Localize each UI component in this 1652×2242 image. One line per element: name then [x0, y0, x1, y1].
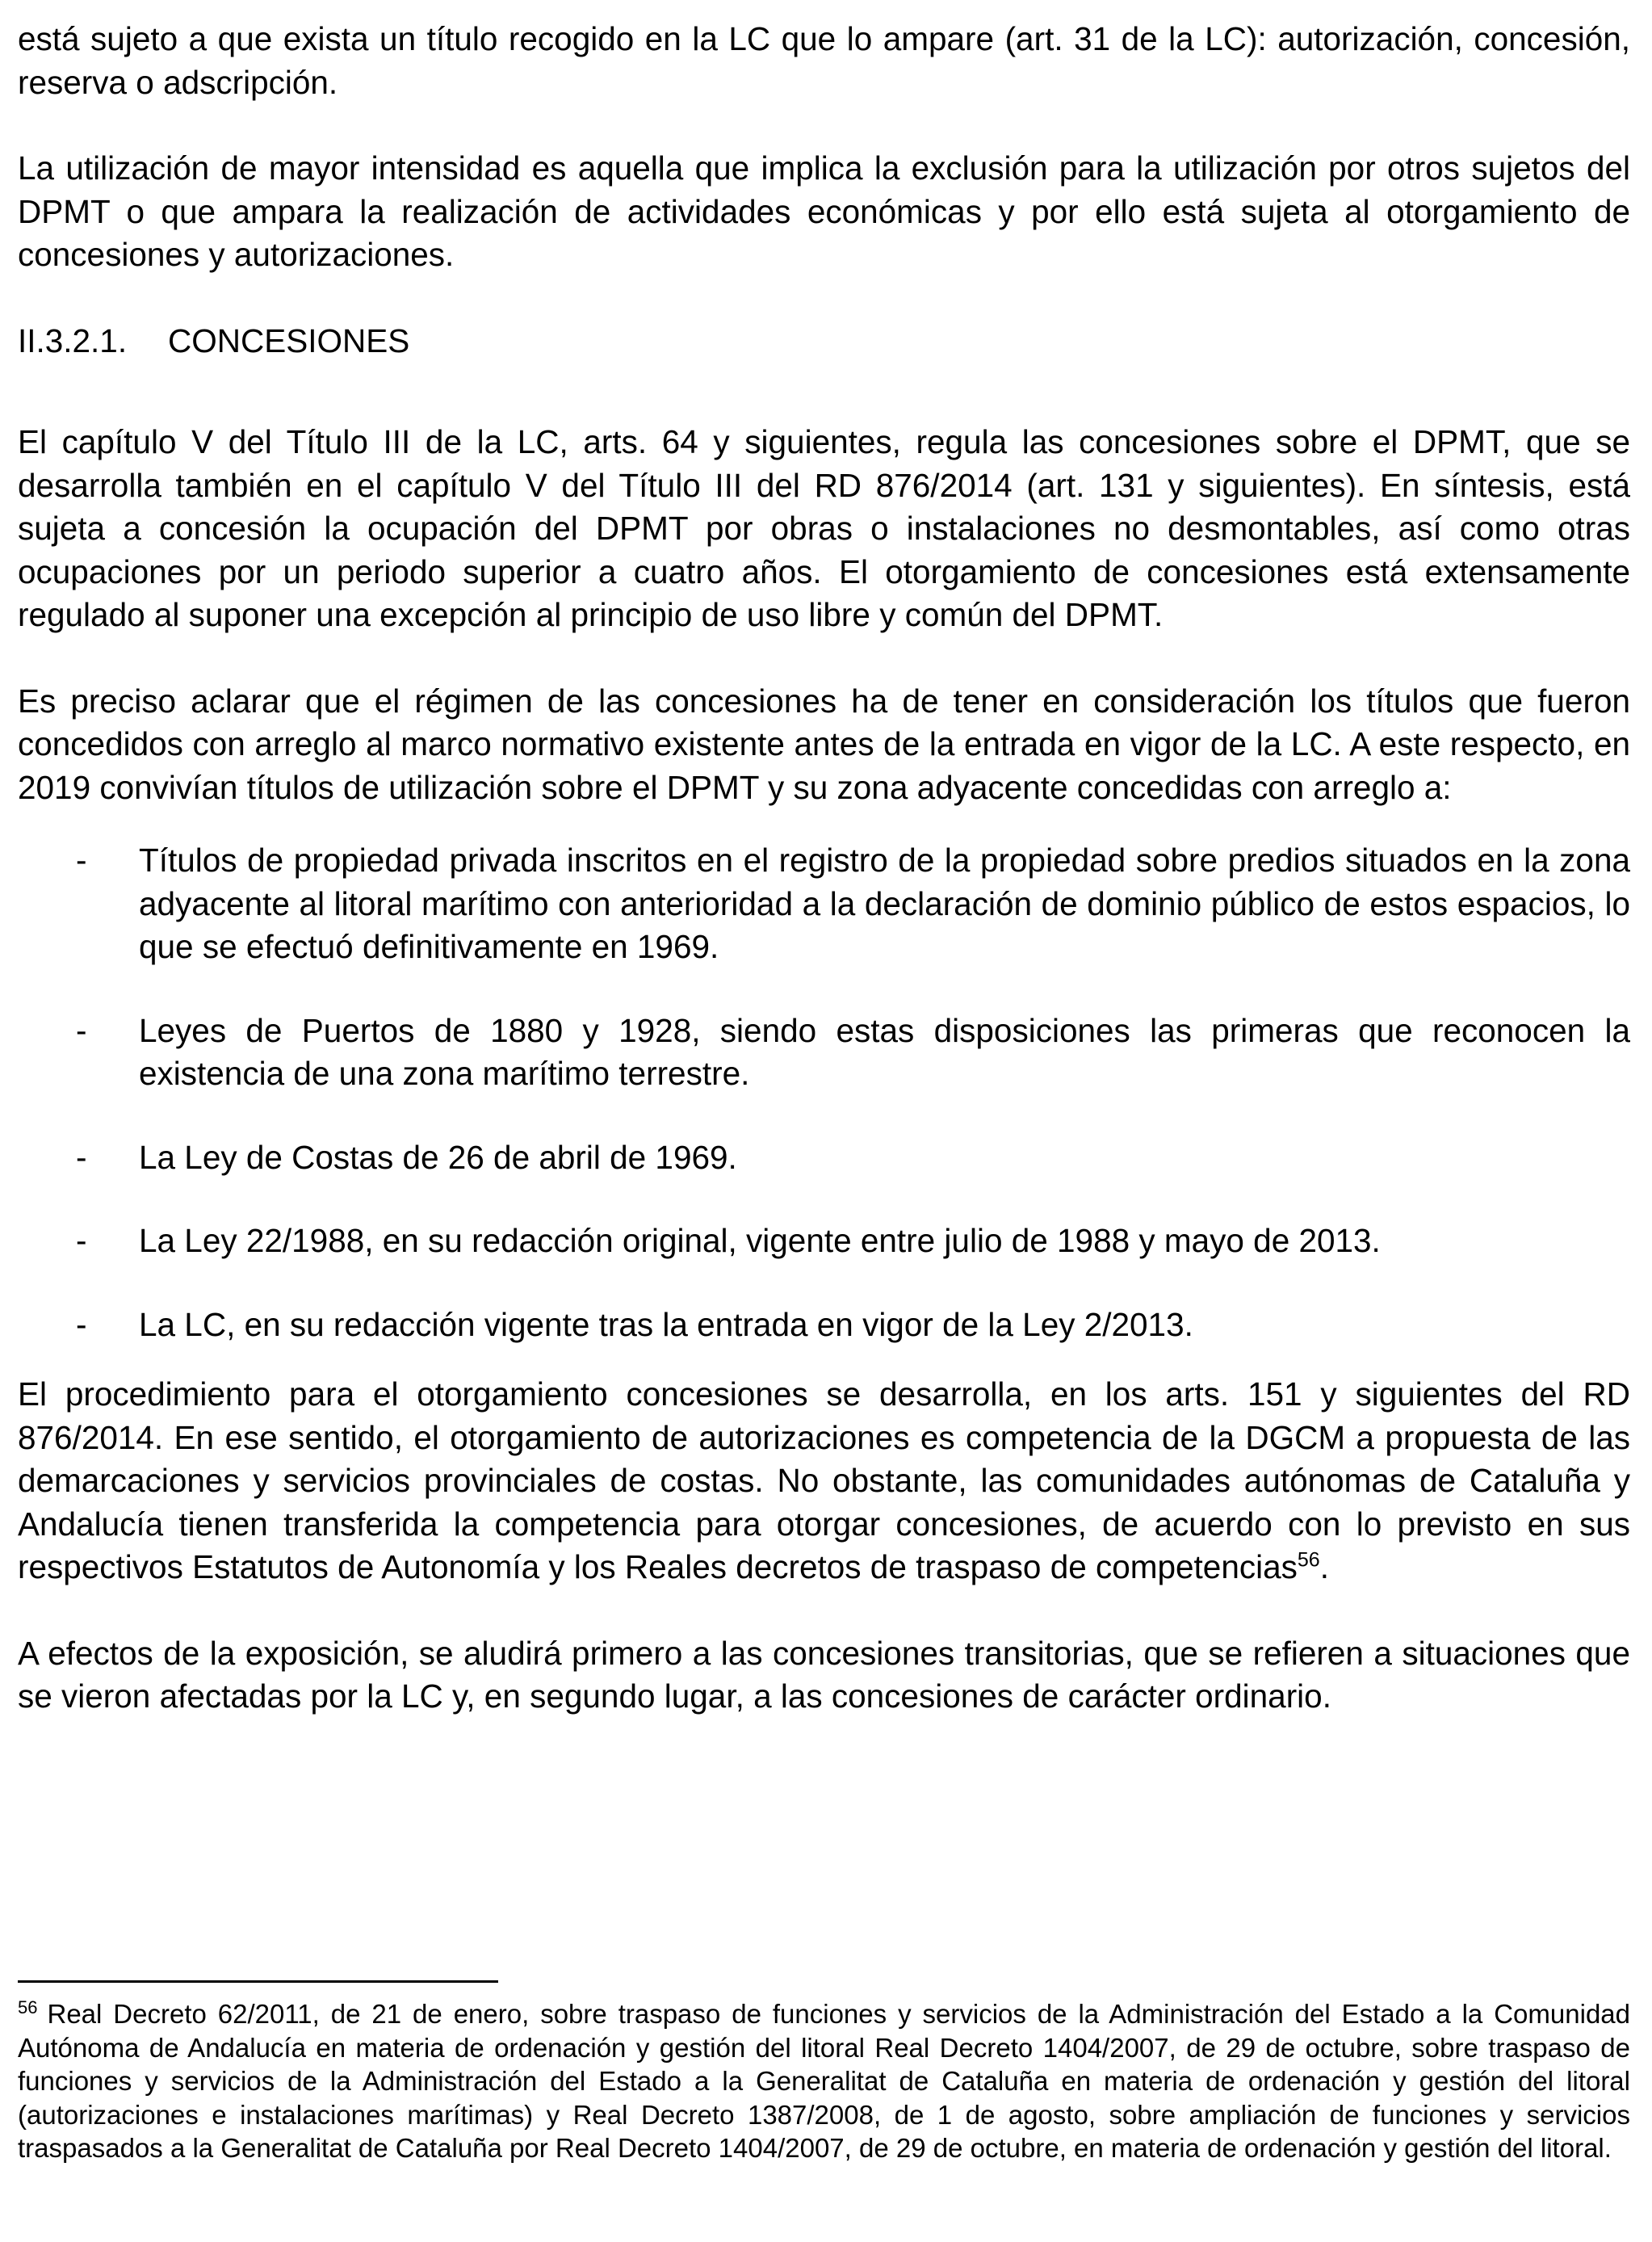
footnote: [18, 1997, 1630, 2165]
titles-list: [18, 839, 1630, 1346]
paragraph-procedure-end: .: [1319, 1548, 1329, 1585]
list-item-text: Títulos de propiedad privada inscritos en el registro de la propiedad sobre predios situados en la zona adyacente al litoral marítimo con anterioridad a la declaración de dominio público de estos espacios, lo que se efectuó definitivamente en 1969.: [139, 842, 1630, 965]
document-page: [18, 18, 1630, 1761]
list-item-text: La Ley de Costas de 26 de abril de 1969.: [139, 1138, 737, 1176]
list-item: [18, 1136, 1630, 1180]
list-item: [18, 1220, 1630, 1263]
paragraph-exposition-order: A efectos de la exposición, se aludirá primero a las concesiones transitorias, que se refieren a situaciones que se vieron afectadas por la LC y, en segundo lugar, a las concesiones de carácter ordinario.: [18, 1634, 1630, 1715]
list-item-text: La Ley 22/1988, en su redacción original, vigente entre julio de 1988 y mayo de 2013.: [139, 1222, 1381, 1259]
paragraph-concessions-regulation: El capítulo V del Título III de la LC, arts. 64 y siguientes, regula las concesiones sobre el DPMT, que se desarrolla también en el capítulo V del Título III del RD 876/2014 (art. 131 y siguientes). En síntesis, está sujeta a concesión la ocupación del DPMT por obras o instalaciones no desmontables, así como otras ocupaciones por un periodo superior a cuatro años. El otorgamiento de concesiones está extensamente regulado al suponer una excepción al principio de uso libre y común del DPMT.: [18, 423, 1630, 633]
paragraph-procedure-text: El procedimiento para el otorgamiento concesiones se desarrolla, en los arts. 151 y siguientes del RD 876/2014. En ese sentido, el otorgamiento de autorizaciones es competencia de la DGCM a propuesta de las demarcaciones y servicios provinciales de costas. No obstante, las comunidades autónomas de Cataluña y Andalucía tienen transferida la competencia para otorgar concesiones, de acuerdo con lo previsto en sus respectivos Estatutos de Autonomía y los Reales decretos de traspaso de competencias: [18, 1375, 1630, 1585]
paragraph-title-requirement: está sujeto a que exista un título recogido en la LC que lo ampare (art. 31 de la LC): autorización, concesión, reserva o adscripción.: [18, 20, 1630, 101]
bullet-marker: -: [76, 1011, 87, 1049]
bullet-marker: -: [76, 1222, 87, 1259]
section-heading: [18, 320, 1630, 363]
paragraph-concessions-regime: Es preciso aclarar que el régimen de las concesiones ha de tener en consideración los títulos que fueron concedidos con arreglo al marco normativo existente antes de la entrada en vigor de la LC. A este respecto, en 2019 convivían títulos de utilización sobre el DPMT y su zona adyacente concedidas con arreglo a:: [18, 682, 1630, 806]
section-number: II.3.2.1.: [18, 321, 128, 359]
bullet-marker: -: [76, 842, 87, 879]
list-item: [18, 1010, 1630, 1096]
bullet-marker: -: [76, 1305, 87, 1343]
footnote-text: Real Decreto 62/2011, de 21 de enero, sobre traspaso de funciones y servicios de la Administración del Estado a la Comunidad Autónoma de Andalucía en materia de ordenación y gestión del litoral Real Decreto 1404/2007, de 29 de octubre, sobre traspaso de funciones y servicios de la Administración del Estado a la Generalitat de Cataluña en materia de ordenación y gestión del litoral (autorizaciones e instalaciones marítimas) y Real Decreto 1387/2008, de 1 de agosto, sobre ampliación de funciones y servicios traspasados a la Generalitat de Cataluña por Real Decreto 1404/2007, de 29 de octubre, en materia de ordenación y gestión del litoral.: [18, 1999, 1630, 2163]
list-item: [18, 839, 1630, 969]
paragraph-greater-intensity-use: La utilización de mayor intensidad es aquella que implica la exclusión para la utilización por otros sujetos del DPMT o que ampara la realización de actividades económicas y por ello está sujeta al otorgamiento de concesiones y autorizaciones.: [18, 149, 1630, 273]
footnote-reference[interactable]: 56: [1297, 1548, 1320, 1572]
section-title: CONCESIONES: [168, 321, 410, 359]
footnote-number: 56: [18, 1997, 38, 2017]
list-item: [18, 1304, 1630, 1347]
bullet-marker: -: [76, 1138, 87, 1176]
paragraph-procedure: [18, 1373, 1630, 1589]
footnote-separator: [18, 1980, 498, 1983]
list-item-text: La LC, en su redacción vigente tras la entrada en vigor de la Ley 2/2013.: [139, 1305, 1193, 1343]
list-item-text: Leyes de Puertos de 1880 y 1928, siendo estas disposiciones las primeras que reconocen la existencia de una zona marítimo terrestre.: [139, 1011, 1630, 1092]
